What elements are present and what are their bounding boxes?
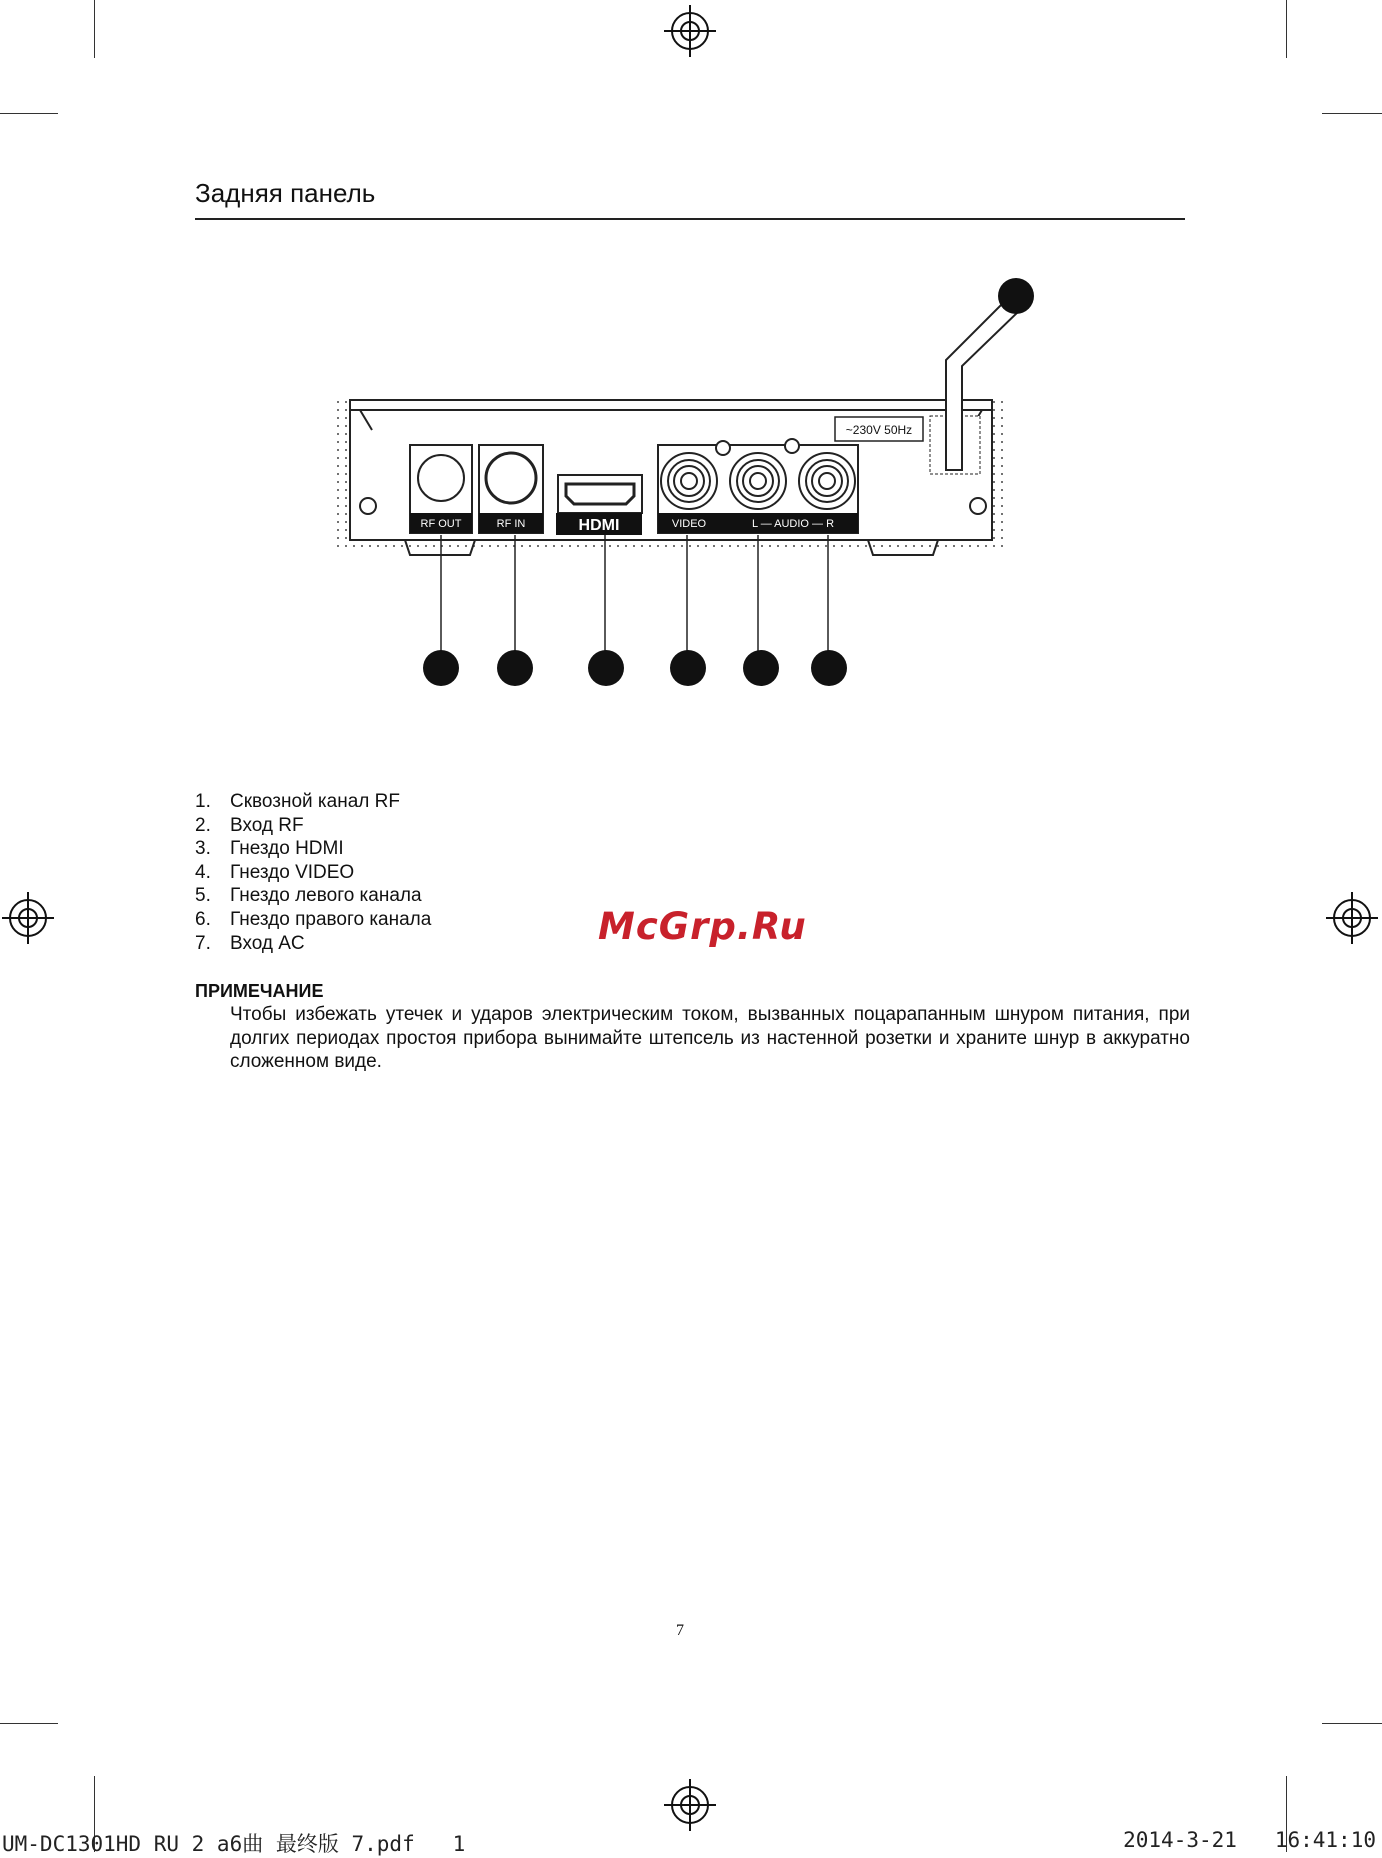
screw-icon	[716, 441, 730, 455]
list-item: 5. Гнездо левого канала	[195, 885, 422, 907]
watermark: McGrp.Ru	[598, 905, 807, 948]
list-item: 3. Гнездо HDMI	[195, 838, 344, 860]
callout-marker	[743, 650, 779, 686]
list-item: 6. Гнездо правого канала	[195, 908, 432, 930]
note-text: Чтобы избежать утечек и ударов электрическим током, вызванных поцарапанным шнуром питания, при долгих периодах простоя прибора вынимайте штепсель из настенной розетки и храните шнур в аккуратно сложенном виде.	[230, 1004, 1190, 1073]
callout-marker	[998, 278, 1034, 314]
footer-file-info: UM-DC1301HD RU 2 a6曲 最终版 7.pdf 1	[2, 1832, 466, 1856]
rf-in-label: RF IN	[496, 518, 526, 530]
hdmi-label: HDMI	[578, 517, 620, 534]
list-item: 2. Вход RF	[195, 814, 304, 836]
list-item: 7. Вход AC	[195, 932, 305, 954]
callout-marker	[670, 650, 706, 686]
rf-out-label: RF OUT	[420, 518, 462, 530]
page-title: Задняя панель	[195, 178, 376, 208]
list-item: 4. Гнездо VIDEO	[195, 861, 355, 883]
footer-timestamp: 2014-3-21 16:41:10	[1123, 1828, 1376, 1852]
page-number: 7	[676, 1622, 684, 1639]
callout-marker	[423, 650, 459, 686]
video-label: VIDEO	[671, 518, 707, 530]
power-rating-label: ~230V 50Hz	[845, 423, 913, 437]
list-item: 1. Сквозной канал RF	[195, 791, 400, 812]
note-heading: ПРИМЕЧАНИЕ	[195, 981, 324, 1001]
screw-icon	[785, 439, 799, 453]
callout-marker	[588, 650, 624, 686]
callout-marker	[497, 650, 533, 686]
audio-label: L — AUDIO — R	[751, 518, 835, 530]
callout-marker	[811, 650, 847, 686]
connector-list	[195, 790, 431, 955]
